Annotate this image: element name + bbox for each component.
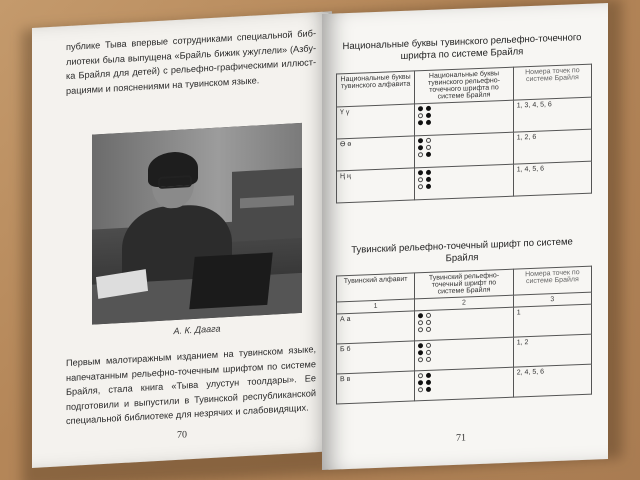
table1-braille-cell [415,164,514,200]
table2-header-cell: Тувинский алфавит [337,273,415,302]
braille-dot [418,113,423,118]
braille-dot [426,106,431,111]
table2-letter: В в [337,371,415,404]
braille-glyph [418,373,432,393]
braille-dot [426,145,431,150]
braille-dot [426,177,431,182]
braille-dot [418,170,423,175]
braille-dot [426,113,431,118]
braille-dot [426,387,431,392]
photo-laptop [189,253,272,310]
braille-dot [418,373,423,378]
table2-braille-cell [415,307,514,341]
braille-dot [418,350,423,355]
left-paragraph-1: публике Тыва впервые сотрудниками специальной библиотеки была выпущена «Брайль бижик ужуглели» (Азбука Брайля для детей) с рельефно-графическими иллюстрациями и пояснениями на тувинском языке. [66,28,316,96]
table1-header-cell: Номера точек по системе Брайля [513,64,591,100]
braille-dot [426,170,431,175]
left-page-number: 70 [177,429,187,441]
braille-dot [418,380,423,385]
braille-dot [426,327,431,332]
braille-dot [418,145,423,150]
braille-dot [426,313,431,318]
braille-dot [426,343,431,348]
braille-dot [418,357,423,362]
table1-dot-numbers: 1, 2, 6 [513,129,591,164]
table1-dot-numbers: 1, 3, 4, 5, 6 [513,97,591,132]
table1-header-cell: Национальные буквы тувинского алфавита [337,71,415,107]
braille-dot [426,380,431,385]
photo-caption: А. К. Даага [173,323,221,337]
table1-letter: Ң ң [337,168,415,203]
table2-letter: А а [337,311,415,344]
right-page-number: 71 [456,432,466,444]
braille-dot [426,350,431,355]
table2-dot-numbers: 1, 2 [513,334,591,367]
left-paragraph-2: Первым малотиражным изданием на тувинском языке, напечатанным рельефно-точечным шрифтом по системе Брайля, стала книга «Тыва улустун тоолдары». Ее подготовили и выпустили в Тувинской республиканской специальной библиотеке для незрячих и слабовидящих. [66,344,316,427]
table2-letter: Б б [337,341,415,374]
braille-dot [418,177,423,182]
braille-dot [426,152,431,157]
braille-dot [418,184,423,189]
left-page [32,11,332,468]
table2 [336,266,592,405]
table2-dot-numbers: 1 [513,304,591,337]
braille-glyph [418,313,432,333]
braille-dot [418,327,423,332]
braille-dot [426,320,431,325]
table1-header-cell: Национальные буквы тувинского рельефно-точечного шрифта по системе Брайля [415,67,514,104]
braille-dot [418,320,423,325]
braille-dot [418,387,423,392]
braille-glyph [418,106,432,126]
table1-letter: Ү ү [337,104,415,139]
table2-col-number: 1 [337,299,415,314]
braille-dot [426,184,431,189]
table2-braille-cell [415,367,514,401]
braille-dot [426,138,431,143]
table2-dot-numbers: 2, 4, 5, 6 [513,364,591,397]
braille-dot [418,313,423,318]
braille-dot [418,152,423,157]
table2-title: Тувинский рельефно-точечный шрифт по системе Брайля [351,236,573,265]
table2-col-number: 3 [513,292,591,307]
table1-letter: Ө ө [337,136,415,171]
table2-header-cell: Номера точек по системе Брайля [513,266,591,295]
braille-glyph [418,170,432,190]
braille-dot [426,120,431,125]
table1 [336,64,592,204]
table1-braille-cell [415,132,514,168]
braille-glyph [418,138,432,158]
braille-dot [418,138,423,143]
braille-dot [418,343,423,348]
braille-dot [426,373,431,378]
braille-glyph [418,343,432,363]
table2-col-number: 2 [415,295,514,311]
table1-braille-cell [415,100,514,136]
braille-dot [418,106,423,111]
table1-dot-numbers: 1, 4, 5, 6 [513,161,591,196]
braille-dot [418,120,423,125]
portrait-photo [92,123,302,325]
right-page [322,3,608,470]
braille-dot [426,357,431,362]
table1-title: Национальные буквы тувинского рельефно-точечного шрифта по системе Брайля [342,32,582,62]
table2-header-cell: Тувинский рельефно-точечный шрифт по системе Брайля [415,269,514,299]
photo-person-glasses [158,175,192,189]
table2-braille-cell [415,337,514,371]
